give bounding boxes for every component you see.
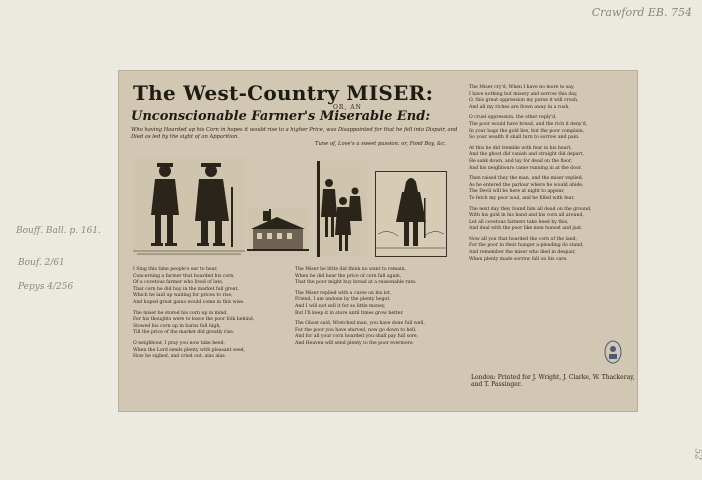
broadside-title: The West-Country MISER: [133, 81, 434, 105]
catalogue-note-2: Bouf. 2/61 [18, 258, 65, 268]
stanza: I Sing this time people's ear to hear, Concerning a farmer that hoarded his corn, Of a covetous farmer who lived of late, That corn he did buy in the market full great, Which he laid up waiting for prices to rise, And hoped great gains would come in this wise. [133, 267, 245, 305]
catalogue-note-3: Pepys 4/256 [18, 282, 74, 292]
catalogue-note-1: Bouff. Ball. p. 161. [16, 226, 101, 236]
verse-column-3 [469, 85, 629, 267]
page-number: 52 [692, 448, 702, 460]
stanza: The Miser he little did think no want to remain, When he did hear the price of corn fall again, That the poor might buy bread at a reasonable rate. [295, 267, 417, 286]
stanza: O cruel oppression, the other reply'd, The poor would have bread, and the rich it deny'd, In your bags the gold lies, but the poor complain, So your wealth it shall turn to sorrow and pain. [469, 115, 588, 141]
stanza: At this he did tremble with fear in his heart, And the ghost did vanish and straight did depart, He sank down, and lay for dead on the floor, And his neighbours came running in at the door. [469, 145, 584, 171]
shelfmark-note: Crawford EB. 754 [591, 6, 692, 19]
stanza: The Miser replied with a curse on his lot, Friend, I am undone by the plenty begot, And I will not sell it for so little money, But I'll keep it in store until times grow better. [295, 290, 404, 316]
broadside-description: Who having Hoarded up his Corn in hopes it would rise to a higher Price, was Disappointed for that he fell into Dispair, and Died as led by the sight of an Apparition. [131, 127, 458, 140]
stanza: Then raised they the man, and the miser replied, As he entered the parlour where he would abide, The Devil will be here at night to appear, To fetch my poor soul, and he filled with fear. [469, 176, 584, 201]
woodcut-gentleman-image [375, 171, 447, 257]
printer-imprint: London: Printed for J. Wright, J. Clarke, W. Thackeray, and T. Passinger. [471, 374, 635, 388]
stanza: The miser he stored his corn up in mind, For his thoughts were to leave the poor folk behind, Stowed his corn up in barns full high, Till the price of the market did greatly rise. [133, 310, 255, 336]
stanza: The Ghost said, Wretched man, you have done full well, For the poor you have starved, now go down to hell, And for all your corn hoarded you shall pay full sore, And Heaven will send plenty to the poor evermore. [295, 321, 425, 346]
verse-column-2 [295, 267, 455, 352]
stanza: O neighbour, I pray you now take heed, When the Lord sends plenty with pleasant seed, How he sighed, and cried out, alas alas. [133, 340, 246, 360]
tune-line: Tune of, Love's a sweet passion: or, Fond Boy, &c. [315, 141, 447, 147]
title-or-line: OR, AN [333, 104, 362, 111]
stanza: The next day they found him all dead on the ground, With his gold in his hand and his corn all around, Let all covetous farmers take heed by this, And deal with the poor like men honest and just. [469, 206, 592, 232]
stanza: The Miser cry'd, When I have no more to say, I have nothing but misery and sorrow this day, O, this great oppression my purse it will crush, And all my riches are flown away in a rush. [469, 85, 579, 110]
woodcut-two-men-image [133, 157, 245, 257]
library-stamp-icon [603, 339, 623, 365]
stanza: Now all you that hoarded the corn of the land, For the poor in their hunger a-pleading do stand, And remember the miser who died in despair, When plenty made sorrow fall on his care. [469, 236, 584, 262]
woodcut-building-image [247, 207, 309, 257]
woodcut-crowd-image [315, 161, 367, 257]
verse-column-1 [133, 267, 285, 365]
broadside-sheet [119, 71, 637, 411]
broadside-subtitle: Unconscionable Farmer's Miserable End: [131, 109, 431, 124]
